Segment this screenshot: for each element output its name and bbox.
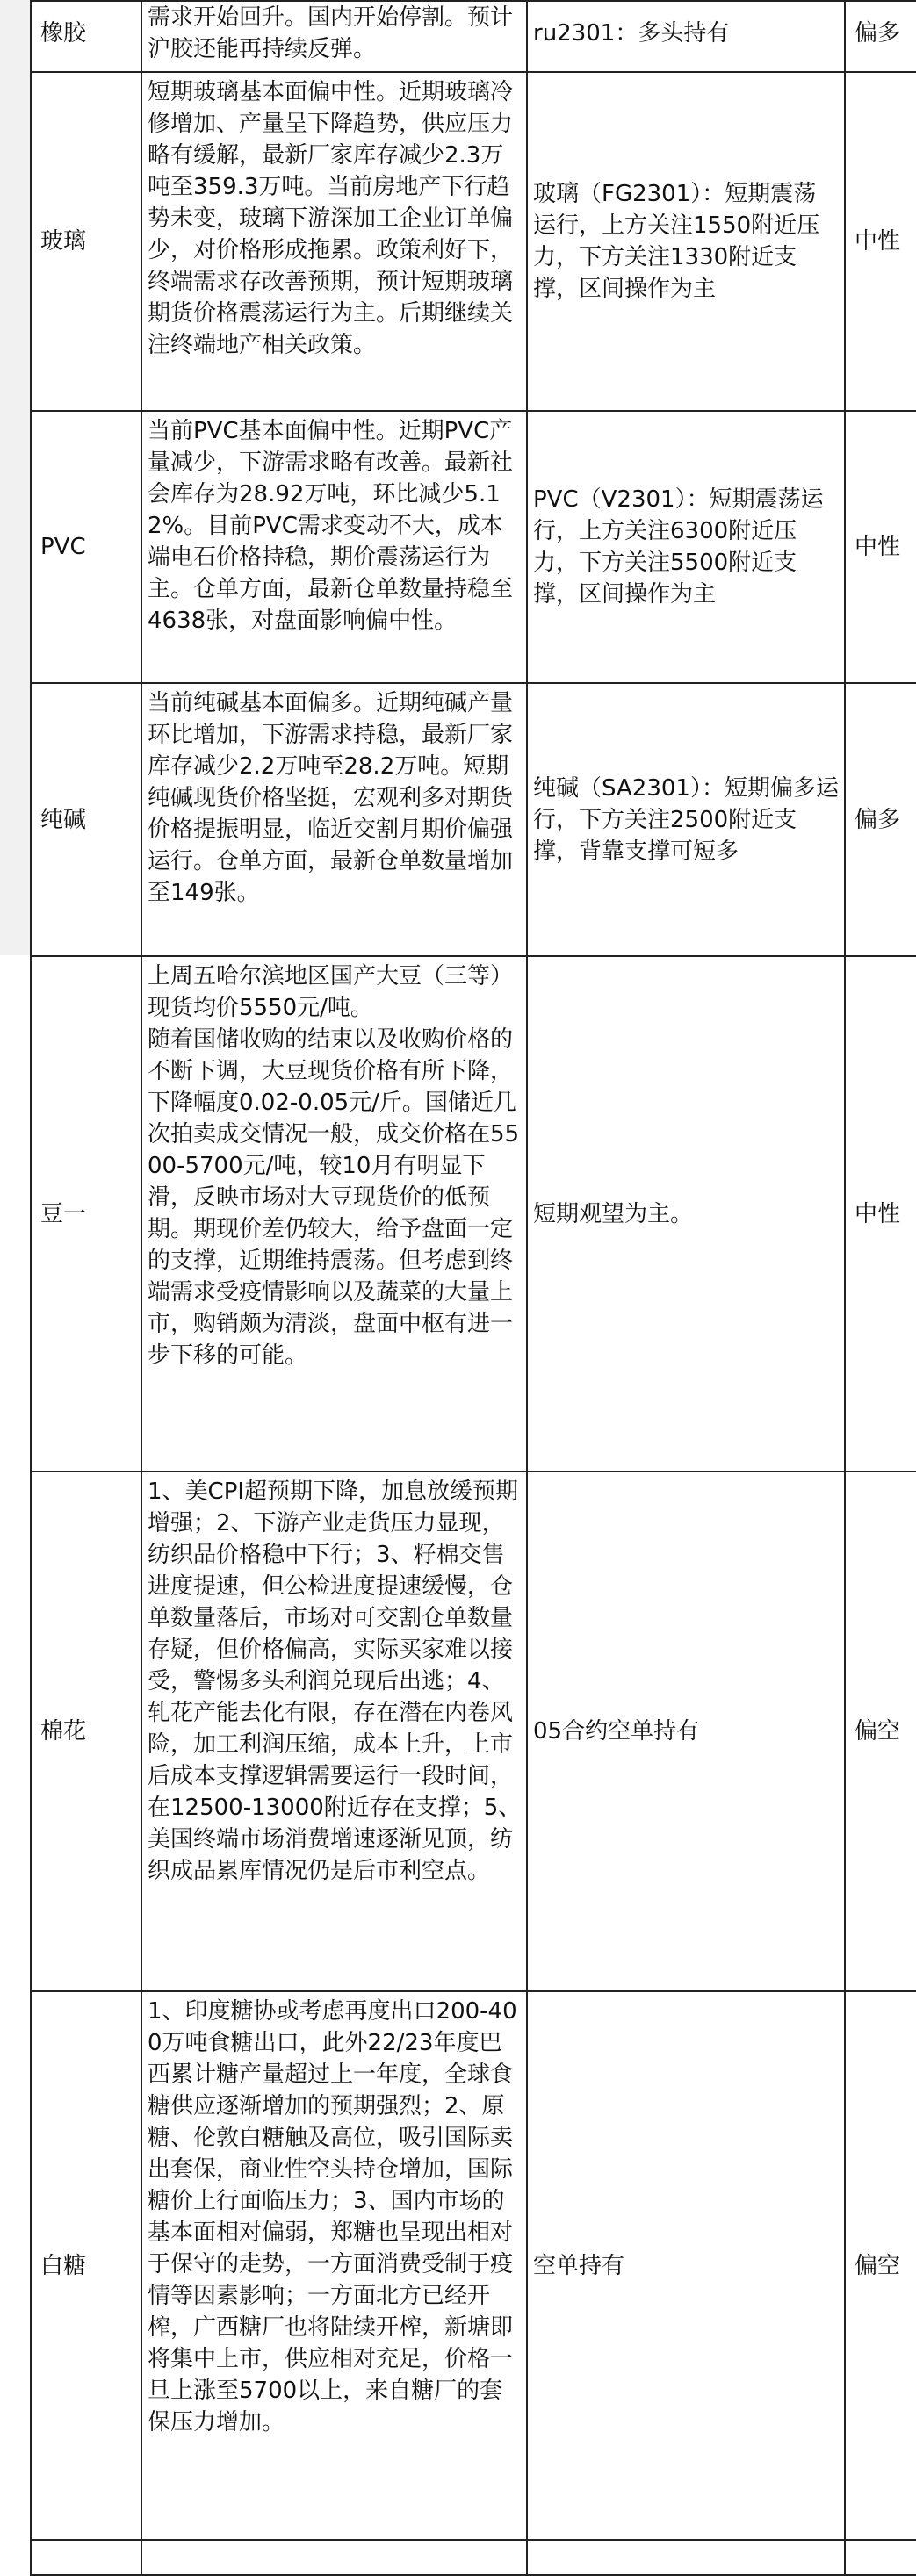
commodity-name: 白糖 [31,1991,141,2540]
table-row-empty [31,2540,916,2575]
table-row [31,956,916,1471]
strategy-view: 纯碱（SA2301）：短期偏多运行，下方关注2500附近支撑，背靠支撑可短多 [527,683,845,956]
stance-label: 偏多 [845,683,916,956]
stance-label: 中性 [845,956,916,1471]
fundamental-analysis: 1、美CPI超预期下降，加息放缓预期增强；2、下游产业走货压力显现，纺织品价格稳中下行；3、籽棉交售进度提速，但公检进度提速缓慢，仓单数量落后，市场对可交割仓单数量存疑，但价格偏高，实际买家难以接受，警惕多头利润兑现后出逃；4、轧花产能去化有限，存在潜在内卷风险，加工利润压缩，成本上升，上市后成本支撑逻辑需要运行一段时间，在12500-13000附近存在支撑；5、美国终端市场消费增速逐渐见顶，纺织成品累库情况仍是后市利空点。 [141,1471,527,1991]
commodity-name: 豆一 [31,956,141,1471]
empty-cell [31,2540,141,2575]
stance-label: 偏空 [845,1991,916,2540]
commodity-name: 玻璃 [31,72,141,411]
table-row [31,1991,916,2540]
stance-label: 偏多 [845,1,916,72]
table-row [31,411,916,683]
strategy-view: 短期观望为主。 [527,956,845,1471]
strategy-view: ru2301：多头持有 [527,1,845,72]
empty-cell [141,2540,527,2575]
table-row [31,1471,916,1991]
table-row [31,683,916,956]
table-row [31,72,916,411]
commodity-name: 纯碱 [31,683,141,956]
strategy-view: 玻璃（FG2301）：短期震荡运行，上方关注1550附近压力，下方关注1330附近支撑，区间操作为主 [527,72,845,411]
commodity-name: 橡胶 [31,1,141,72]
commodity-name: PVC [31,411,141,683]
table-row [31,1,916,72]
stance-label: 中性 [845,72,916,411]
fundamental-analysis: 短期玻璃基本面偏中性。近期玻璃冷修增加、产量呈下降趋势，供应压力略有缓解，最新厂家库存减少2.3万吨至359.3万吨。当前房地产下行趋势未变，玻璃下游深加工企业订单偏少，对价格形成拖累。政策利好下，终端需求存改善预期，预计短期玻璃期货价格震荡运行为主。后期继续关注终端地产相关政策。 [141,72,527,411]
empty-cell [845,2540,916,2575]
empty-cell [527,2540,845,2575]
strategy-view: PVC（V2301）：短期震荡运行，上方关注6300附近压力，下方关注5500附近支撑，区间操作为主 [527,411,845,683]
left-margin-strip [0,0,30,2572]
fundamental-analysis: 上周五哈尔滨地区国产大豆（三等）现货均价5550元/吨。 随着国储收购的结束以及收购价格的不断下调，大豆现货价格有所下降，下降幅度0.02-0.05元/斤。国储近几次拍卖成交情况一般，成交价格在5500-5700元/吨，较10月有明显下滑，反映市场对大豆现货价的低预期。期现价差仍较大，给予盘面一定的支撑，近期维持震荡。但考虑到终端需求受疫情影响以及蔬菜的大量上市，购销颇为清淡，盘面中枢有进一步下移的可能。 [141,956,527,1471]
strategy-view: 05合约空单持有 [527,1471,845,1991]
commodity-outlook-table [30,0,916,2576]
stance-label: 中性 [845,411,916,683]
left-margin-band [0,0,30,955]
commodity-name: 棉花 [31,1471,141,1991]
strategy-view: 空单持有 [527,1991,845,2540]
fundamental-analysis: 当前纯碱基本面偏多。近期纯碱产量环比增加，下游需求持稳，最新厂家库存减少2.2万吨至28.2万吨。短期纯碱现货价格坚挺，宏观利多对期货价格提振明显，临近交割月期价偏强运行。仓单方面，最新仓单数量增加至149张。 [141,683,527,956]
fundamental-analysis: 1、印度糖协或考虑再度出口200-400万吨食糖出口，此外22/23年度巴西累计糖产量超过上一年度，全球食糖供应逐渐增加的预期强烈；2、原糖、伦敦白糖触及高位，吸引国际卖出套保，商业性空头持仓增加，国际糖价上行面临压力；3、国内市场的基本面相对偏弱，郑糖也呈现出相对于保守的走势，一方面消费受制于疫情等因素影响；一方面北方已经开榨，广西糖厂也将陆续开榨，新塘即将集中上市，供应相对充足，价格一旦上涨至5700以上，来自糖厂的套保压力增加。 [141,1991,527,2540]
fundamental-analysis: 需求开始回升。国内开始停割。预计沪胶还能再持续反弹。 [141,1,527,72]
fundamental-analysis: 当前PVC基本面偏中性。近期PVC产量减少，下游需求略有改善。最新社会库存为28.92万吨，环比减少5.12%。目前PVC需求变动不大，成本端电石价格持稳，期价震荡运行为主。仓单方面，最新仓单数量持稳至4638张，对盘面影响偏中性。 [141,411,527,683]
stance-label: 偏空 [845,1471,916,1991]
